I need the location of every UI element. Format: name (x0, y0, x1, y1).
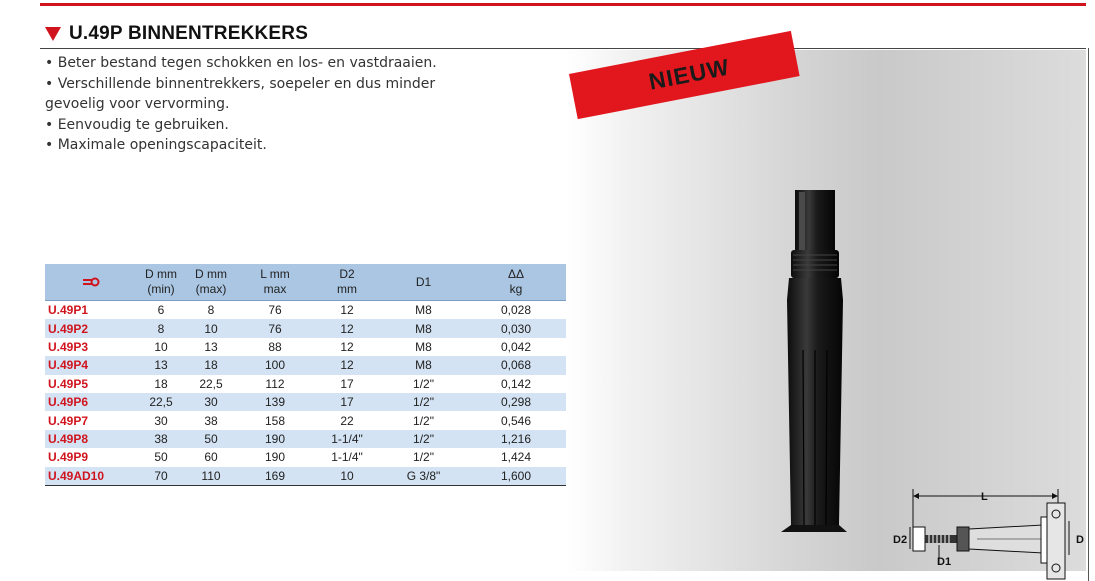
table-cell: 22,5 (137, 393, 185, 411)
triangle-down-icon (45, 27, 61, 41)
weight-icon: ΔΔ (507, 267, 525, 281)
table-cell: 110 (185, 467, 237, 486)
table-row (45, 338, 566, 356)
reference-code: U.49P6 (45, 393, 137, 411)
label-d1: D1 (937, 556, 952, 568)
label-l: L (981, 491, 988, 503)
table-cell: M8 (415, 303, 432, 318)
table-row (45, 393, 566, 411)
column-header: D2 mm (313, 264, 381, 301)
feature-line: • Eenvoudig te gebruiken. (45, 116, 229, 133)
table-cell: 1/2" (413, 450, 434, 465)
table-cell: 22 (340, 413, 354, 428)
table-cell: 1/2" (381, 393, 466, 411)
column-header: D mm (min) (137, 264, 185, 301)
table-cell: 8 (137, 319, 185, 337)
table-cell: 12 (340, 339, 354, 354)
table-cell: 10 (185, 319, 237, 337)
table-cell: 13 (204, 339, 218, 354)
table-cell: 70 (137, 467, 185, 486)
table-cell: 13 (137, 356, 185, 374)
table-cell: 12 (340, 303, 354, 318)
table-cell: 112 (265, 376, 285, 391)
weight-column-header: ΔΔ kg (466, 264, 566, 301)
table-header-row (45, 264, 566, 301)
table-cell: 50 (154, 450, 168, 465)
table-cell: 6 (157, 303, 165, 318)
table-cell: 0,028 (500, 303, 532, 318)
table-cell: 1,216 (466, 430, 566, 448)
reference-code: U.49P1 (48, 303, 89, 318)
reference-code: U.49P5 (48, 376, 89, 391)
top-rule (40, 3, 1086, 6)
table-cell: 1-1/4" (313, 430, 381, 448)
column-header: D1 (381, 264, 466, 301)
table-cell: 158 (264, 413, 286, 428)
table-cell: 17 (313, 393, 381, 411)
table-cell: 50 (185, 430, 237, 448)
feature-line: gevoelig voor vervorming. (45, 96, 230, 112)
title-divider (40, 48, 1086, 49)
feature-line: • Verschillende binnentrekkers, soepeler en dus minder (45, 75, 436, 92)
table-cell: 88 (268, 339, 282, 354)
label-d: D (1076, 534, 1084, 546)
table-cell: 0,030 (466, 319, 566, 337)
table-cell: 30 (185, 393, 237, 411)
table-cell: 1,424 (500, 450, 532, 465)
reference-code: U.49P4 (45, 356, 137, 374)
wrench-icon (82, 277, 100, 287)
table-cell: 10 (313, 467, 381, 486)
reference-code: U.49P3 (48, 339, 89, 354)
table-cell: 38 (137, 430, 185, 448)
reference-code: U.49AD10 (45, 467, 137, 486)
page-title: U.49P BINNENTREKKERS (69, 23, 309, 44)
table-cell: 18 (185, 356, 237, 374)
table-cell: 8 (207, 303, 215, 318)
table-row (45, 301, 566, 320)
table-cell: 190 (264, 450, 286, 465)
table-row (45, 356, 566, 374)
table-cell: 60 (204, 450, 218, 465)
table-cell: M8 (381, 356, 466, 374)
table-cell: M8 (415, 339, 432, 354)
new-badge-label: NIEUW (646, 53, 732, 95)
table-cell: M8 (381, 319, 466, 337)
feature-line: • Maximale openingscapaciteit. (45, 137, 267, 153)
table-cell: 1-1/4" (331, 450, 363, 465)
table-row (45, 430, 566, 448)
column-header: L mm max (237, 264, 313, 301)
table-cell: 169 (237, 467, 313, 486)
table-cell: 1/2" (413, 376, 434, 391)
table-cell: 1,600 (466, 467, 566, 486)
table-cell: 1/2" (381, 430, 466, 448)
feature-line: • Beter bestand tegen schokken en los- en vastdraaien. (45, 55, 437, 71)
label-d2: D2 (893, 534, 908, 546)
table-cell: 76 (237, 319, 313, 337)
table-cell: 76 (268, 303, 282, 318)
column-header: D mm (max) (185, 264, 237, 301)
table-cell: 12 (313, 356, 381, 374)
table-cell: 12 (313, 319, 381, 337)
table-cell: 10 (154, 339, 168, 354)
table-row (45, 411, 566, 429)
dimension-diagram (893, 487, 1088, 581)
table-cell: 0,298 (466, 393, 566, 411)
table-row (45, 375, 566, 393)
table-cell: 0,142 (500, 376, 532, 391)
table-cell: 22,5 (199, 376, 223, 391)
reference-code: U.49P9 (48, 450, 89, 465)
table-row (45, 319, 566, 337)
table-cell: 0,068 (466, 356, 566, 374)
table-cell: 18 (154, 376, 168, 391)
reference-code: U.49P7 (48, 413, 89, 428)
table-cell: 30 (154, 413, 168, 428)
table-cell: 38 (204, 413, 218, 428)
table-cell: 190 (237, 430, 313, 448)
table-cell: G 3/8" (381, 467, 466, 486)
table-cell: 17 (340, 376, 354, 391)
reference-code: U.49P2 (45, 319, 137, 337)
specs-table (45, 264, 566, 486)
table-cell: 100 (237, 356, 313, 374)
table-cell: 1/2" (413, 413, 434, 428)
reference-code: U.49P8 (45, 430, 137, 448)
feature-list (45, 53, 485, 156)
table-cell: 0,546 (500, 413, 532, 428)
page-header (45, 23, 308, 45)
table-cell: 0,042 (500, 339, 532, 354)
table-row (45, 448, 566, 466)
reference-column-header (45, 264, 137, 301)
table-row (45, 467, 566, 486)
right-divider (1088, 48, 1089, 581)
table-cell: 139 (237, 393, 313, 411)
